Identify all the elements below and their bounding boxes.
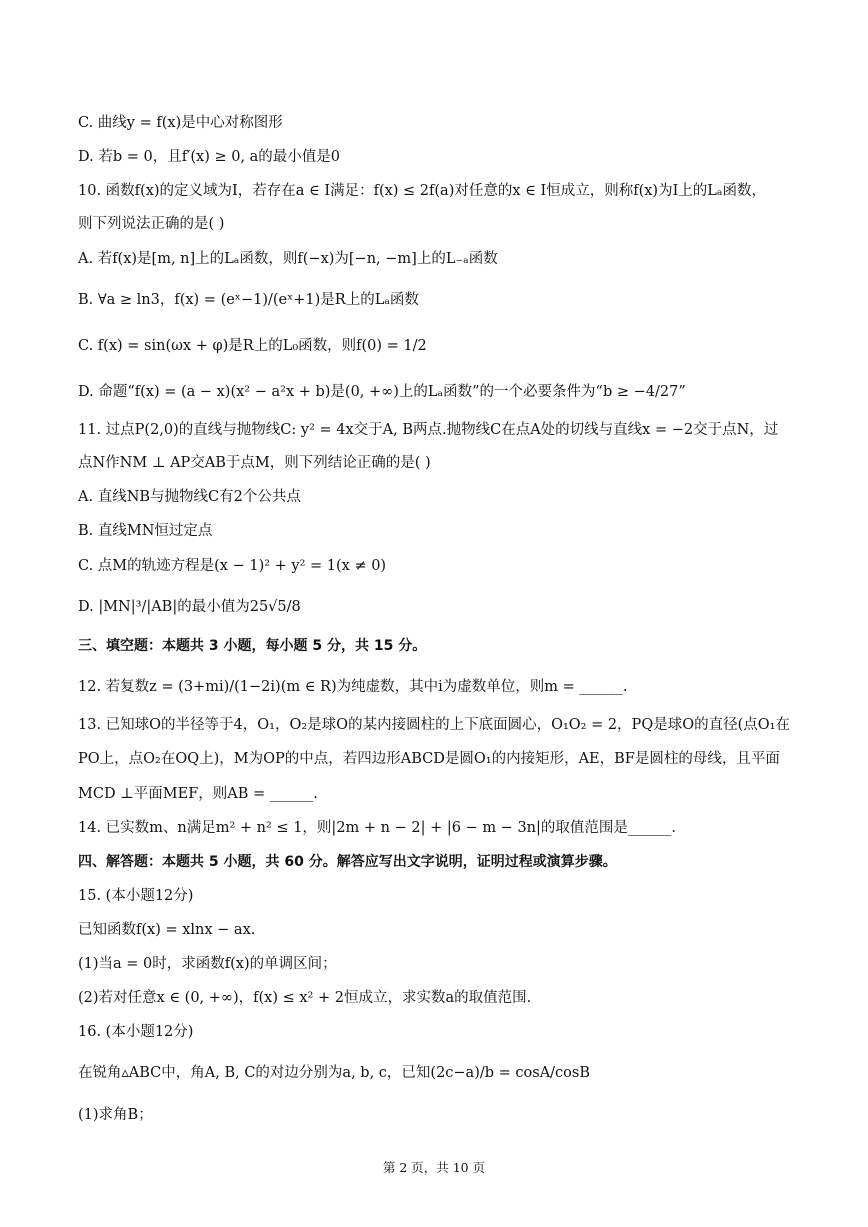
option-9d: D. 若b = 0，且f′(x) ≥ 0, a的最小值是0 (78, 149, 341, 165)
question-14: 14. 已实数m、n满足m² + n² ≤ 1，则|2m + n − 2| + |6 − m − 3n|的取值范围是______. (78, 820, 676, 836)
question-13-line3: MCD ⊥平面MEF，则AB = ______. (78, 786, 318, 802)
option-10b: B. ∀a ≥ ln3，f(x) = (eˣ−1)/(eˣ+1)是R上的Lₐ函数 (78, 292, 419, 308)
section-fill-in-heading: 三、填空题：本题共 3 小题，每小题 5 分，共 15 分。 (78, 638, 427, 654)
question-15-part2: (2)若对任意x ∈ (0, +∞)，f(x) ≤ x² + 2恒成立，求实数a的取值范围. (78, 990, 532, 1006)
question-10-stem: 10. 函数f(x)的定义域为I，若存在a ∈ I满足：f(x) ≤ 2f(a)对任意的x ∈ I恒成立，则称f(x)为I上的Lₐ函数， (78, 183, 767, 199)
question-15-stem: 已知函数f(x) = xlnx − ax. (78, 922, 256, 938)
option-11b: B. 直线MN恒过定点 (78, 523, 213, 539)
question-12: 12. 若复数z = (3+mi)/(1−2i)(m ∈ R)为纯虚数，其中i为虚数单位，则m = ______. (78, 679, 628, 695)
question-10-stem-cont: 则下列说法正确的是( ) (78, 216, 225, 232)
question-16-stem: 在锐角▵ABC中，角A, B, C的对边分别为a, b, c，已知(2c−a)/b = cosA/cosB (78, 1065, 590, 1081)
section-answer-heading: 四、解答题：本题共 5 小题，共 60 分。解答应写出文字说明，证明过程或演算步骤。 (78, 854, 617, 870)
question-13-line2: PO上，点O₂在OQ上)，M为OP的中点，若四边形ABCD是圆O₁的内接矩形，AE，BF是圆柱的母线，且平面 (78, 751, 780, 767)
option-11c: C. 点M的轨迹方程是(x − 1)² + y² = 1(x ≠ 0) (78, 558, 387, 574)
page-footer: 第 2 页，共 10 页 (382, 1160, 486, 1175)
question-11-stem: 11. 过点P(2,0)的直线与抛物线C: y² = 4x交于A, B两点.抛物线C在点A处的切线与直线x = −2交于点N，过 (78, 422, 779, 438)
question-13-line1: 13. 已知球O的半径等于4，O₁，O₂是球O的某内接圆柱的上下底面圆心，O₁O₂ = 2，PQ是球O的直径(点O₁在 (78, 717, 790, 733)
question-11-stem-cont: 点N作NM ⊥ AP交AB于点M，则下列结论正确的是( ) (78, 455, 431, 471)
option-11d: D. |MN|³/|AB|的最小值为25√5/8 (78, 599, 301, 615)
option-10c: C. f(x) = sin(ωx + φ)是R上的L₀函数，则f(0) = 1/2 (78, 338, 427, 354)
question-15-part1: (1)当a = 0时，求函数f(x)的单调区间； (78, 956, 337, 972)
question-16-part1: (1)求角B； (78, 1107, 153, 1123)
question-16-header: 16. (本小题12分) (78, 1024, 194, 1040)
option-10a: A. 若f(x)是[m, n]上的Lₐ函数，则f(−x)为[−n, −m]上的L₋ₐ函数 (78, 251, 498, 267)
option-10d: D. 命题“f(x) = (a − x)(x² − a²x + b)是(0, +∞)上的Lₐ函数”的一个必要条件为“b ≥ −4/27” (78, 384, 686, 400)
option-9c: C. 曲线y = f(x)是中心对称图形 (78, 115, 283, 131)
option-11a: A. 直线NB与抛物线C有2个公共点 (78, 489, 301, 505)
question-15-header: 15. (本小题12分) (78, 888, 194, 904)
